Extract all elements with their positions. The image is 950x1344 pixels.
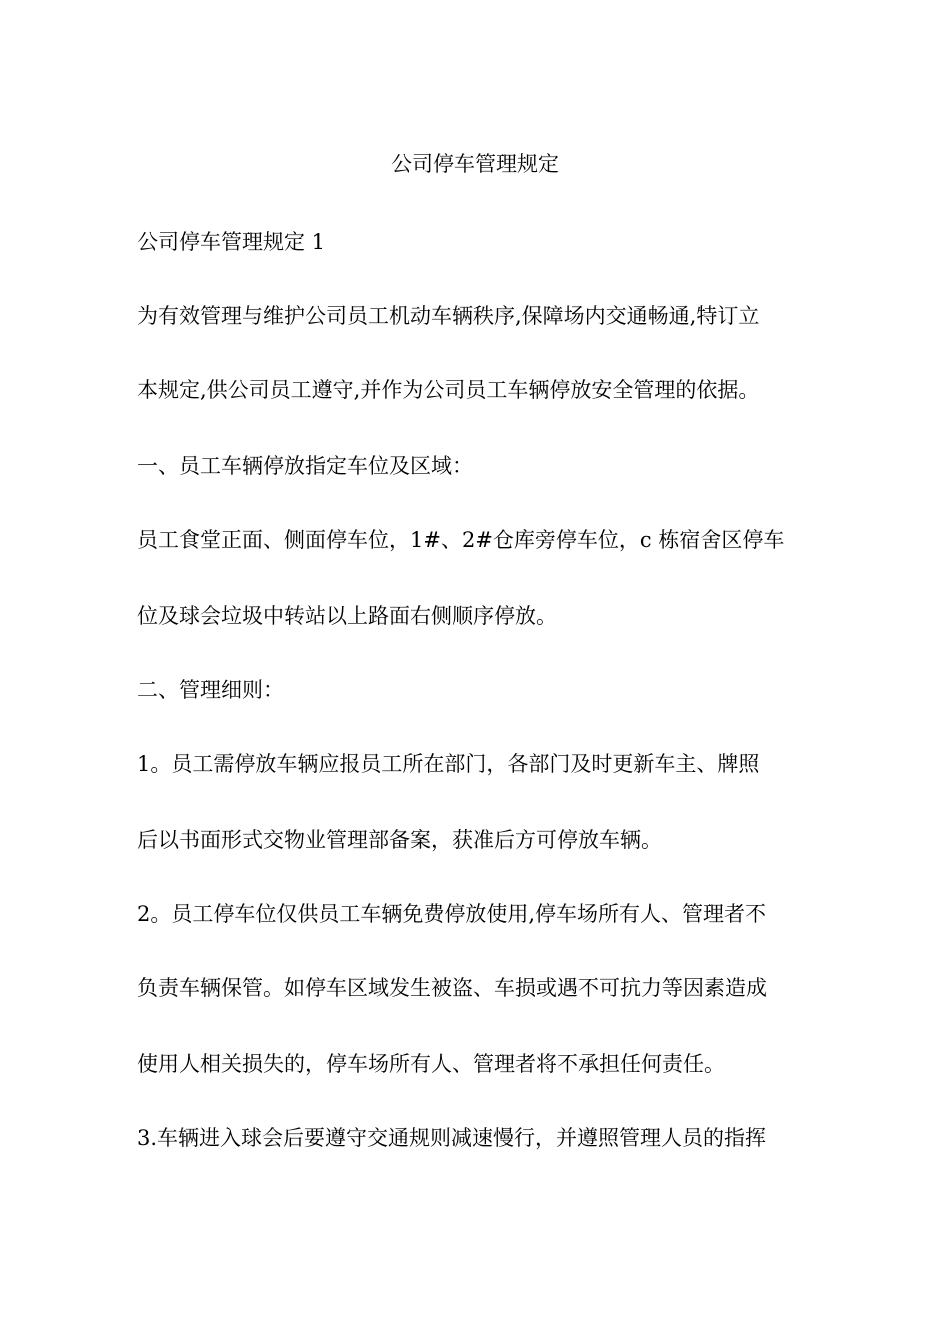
body-line: 负责车辆保管。如停车区域发生被盗、车损或遇不可抗力等因素造成 [137,976,767,1000]
section-heading: 一、员工车辆停放指定车位及区域： [137,454,473,478]
section-heading: 二、管理细则： [137,678,284,702]
document-title: 公司停车管理规定 [391,152,559,176]
body-line: 3.车辆进入球会后要遵守交通规则减速慢行，并遵照管理人员的指挥 [137,1126,767,1150]
body-line: 2。员工停车位仅供员工车辆免费停放使用,停车场所有人、管理者不 [137,902,767,926]
body-line: 本规定,供公司员工遵守,并作为公司员工车辆停放安全管理的依据。 [137,378,760,402]
section-heading: 公司停车管理规定 1 [137,230,326,254]
body-line: 使用人相关损失的，停车场所有人、管理者将不承担任何责任。 [137,1052,725,1076]
body-line: 1。员工需停放车辆应报员工所在部门，各部门及时更新车主、牌照 [137,752,760,776]
body-line: 为有效管理与维护公司员工机动车辆秩序,保障场内交通畅通,特订立 [137,304,760,328]
body-line: 位及球会垃圾中转站以上路面右侧顺序停放。 [137,604,557,628]
body-line: 后以书面形式交物业管理部备案，获准后方可停放车辆。 [137,828,662,852]
body-line: 员工食堂正面、侧面停车位，1#、2#仓库旁停车位，c 栋宿舍区停车 [137,528,785,552]
